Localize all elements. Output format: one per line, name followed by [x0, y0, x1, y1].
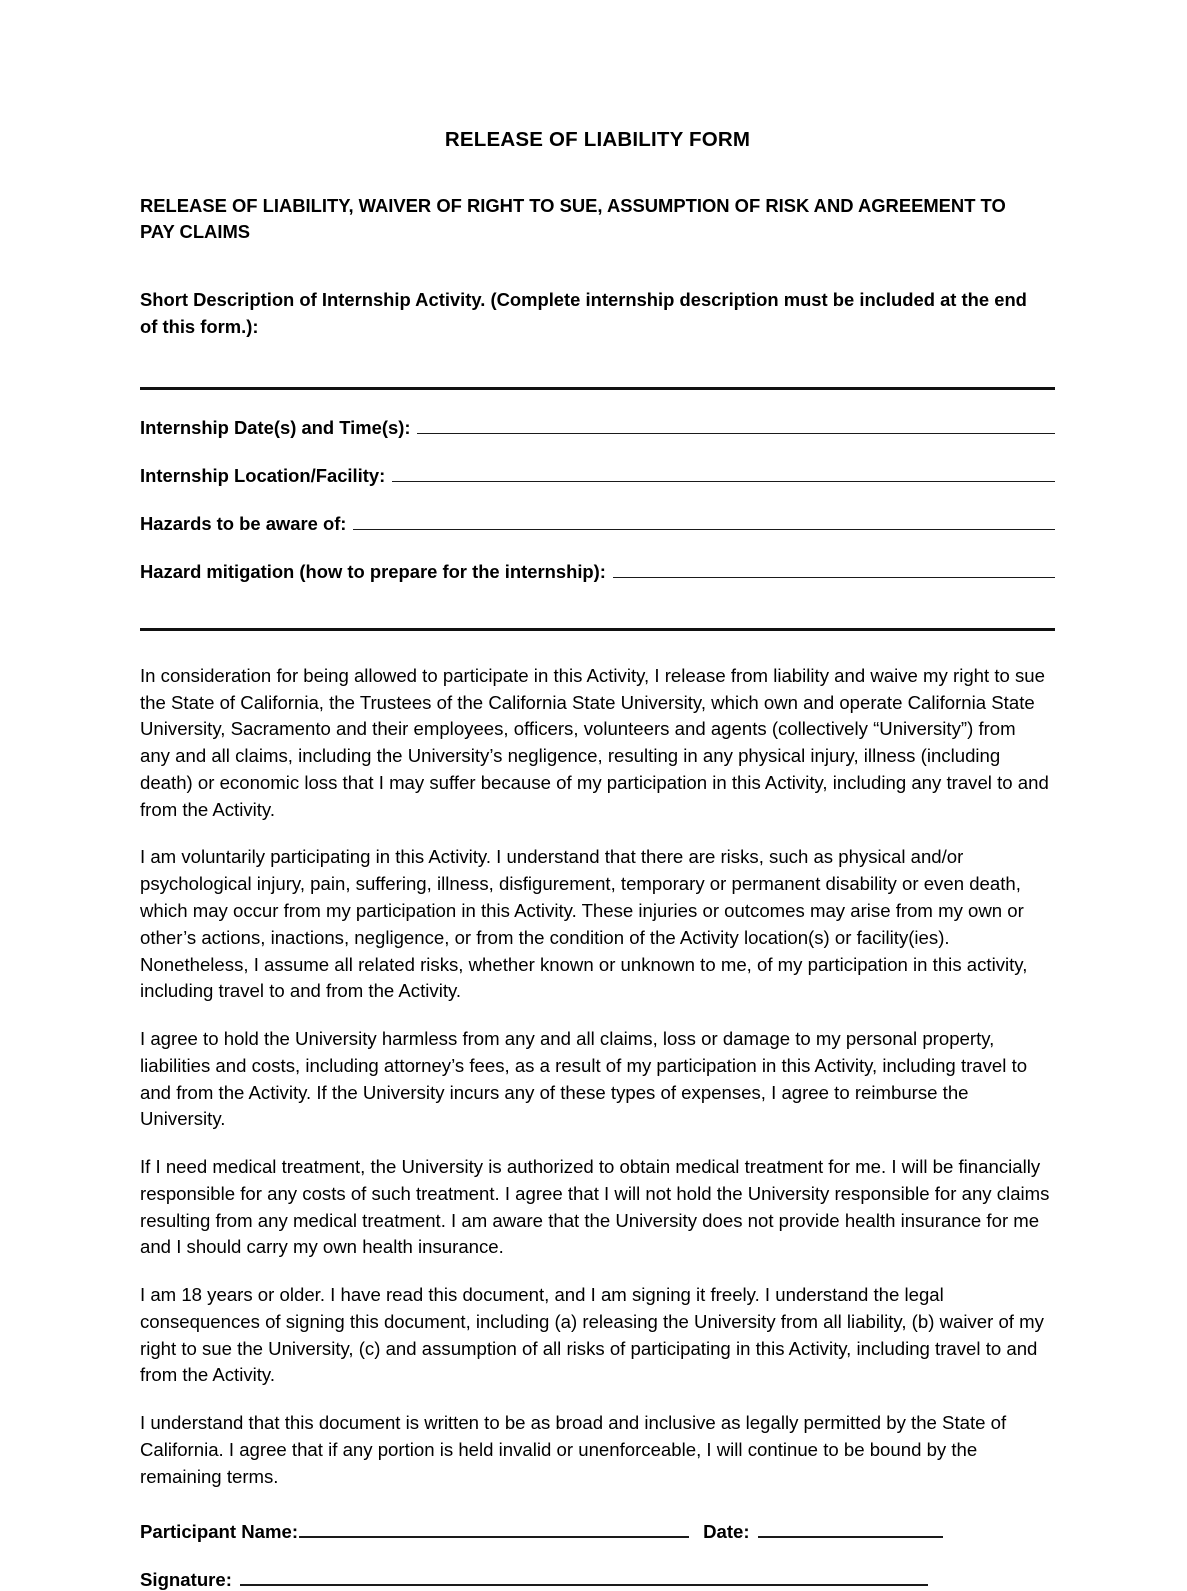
divider-bottom — [140, 628, 1055, 631]
signature-input[interactable] — [240, 1571, 928, 1586]
field-input-internship-location[interactable] — [392, 468, 1055, 482]
signature-label: Signature: — [140, 1568, 232, 1590]
field-row-internship-location — [140, 464, 1055, 487]
paragraph-age-and-consent: I am 18 years or older. I have read this document, and I am signing it freely. I understand the legal consequences of signing this document, including (a) releasing the University from all liability, (b) waiver of my right to sue the University, (c) and assumption of all risks of participating in this Activity, including travel to and from the Activity. — [140, 1284, 1050, 1386]
paragraph-medical-treatment: If I need medical treatment, the University is authorized to obtain medical treatment for me. I will be financially responsible for any costs of such treatment. I agree that I will not hold the University responsible for any claims resulting from any medical treatment. I am aware that the University does not provide health insurance for me and I should carry my own health insurance. — [140, 1156, 1055, 1258]
paragraph-voluntary-risks: I am voluntarily participating in this Activity. I understand that there are risks, such as physical and/or psychological injury, pain, suffering, illness, disfigurement, temporary or permanent disability or even death, which may occur from my participation in this Activity. These injuries or outcomes may arise from my own or other’s actions, inactions, negligence, or from the condition of the Activity location(s) or facility(ies). Nonetheless, I assume all related risks, whether known or unknown to me, of my participation in this activity, including travel to and from the Activity. — [140, 846, 1033, 1002]
field-input-internship-dates[interactable] — [417, 420, 1055, 434]
date-label: Date: — [703, 1520, 750, 1542]
signature-row-signature — [140, 1569, 1055, 1591]
paragraph-consideration: In consideration for being allowed to participate in this Activity, I release from liability and waive my right to sue the State of California, the Trustees of the California State University, which own and operate California State University, Sacramento and their employees, officers, volunteers and agents (collectively “University”) from any and all claims, including the University’s negligence, resulting in any physical injury, illness (including death) or economic loss that I may suffer because of my participation in this Activity, including any travel to and from the Activity. — [140, 664, 1054, 820]
paragraph-severability: I understand that this document is written to be as broad and inclusive as legally permitted by the State of California. I agree that if any portion is held invalid or unenforceable, I will continue to be bound by the remaining terms. — [140, 1412, 1012, 1487]
date-input[interactable] — [758, 1523, 943, 1538]
divider-top — [140, 387, 1055, 390]
internship-details-fields — [140, 416, 1055, 583]
section-heading-release-of-liability: RELEASE OF LIABILITY, WAIVER OF RIGHT TO SUE, ASSUMPTION OF RISK AND AGREEMENT TO PAY CLAIMS — [140, 194, 1006, 242]
field-row-hazard-mitigation — [140, 560, 1055, 583]
participant-name-label: Participant Name: — [140, 1520, 299, 1542]
agreement-body — [140, 663, 1055, 1491]
page-title: RELEASE OF LIABILITY FORM — [444, 128, 751, 151]
signature-block — [140, 1521, 1055, 1591]
field-label-hazards: Hazards to be aware of: — [140, 512, 347, 534]
signature-row-name-date — [140, 1521, 1055, 1543]
field-row-internship-dates — [140, 416, 1055, 439]
field-input-hazards[interactable] — [353, 516, 1055, 530]
field-row-hazards — [140, 512, 1055, 535]
field-label-internship-dates: Internship Date(s) and Time(s): — [140, 416, 411, 438]
paragraph-hold-harmless: I agree to hold the University harmless from any and all claims, loss or damage to my personal property, liabilities and costs, including attorney’s fees, as a result of my participation in this Activity, including travel to and from the Activity. If the University incurs any of these types of expenses, I agree to reimburse the University. — [140, 1028, 1033, 1130]
field-label-hazard-mitigation: Hazard mitigation (how to prepare for the internship): — [140, 560, 606, 582]
field-label-internship-location: Internship Location/Facility: — [140, 464, 386, 486]
section-heading-short-description: Short Description of Internship Activity. (Complete internship description must be included at the end of this form.): — [140, 289, 1027, 337]
field-input-hazard-mitigation[interactable] — [613, 564, 1055, 578]
participant-name-input[interactable] — [299, 1523, 689, 1538]
